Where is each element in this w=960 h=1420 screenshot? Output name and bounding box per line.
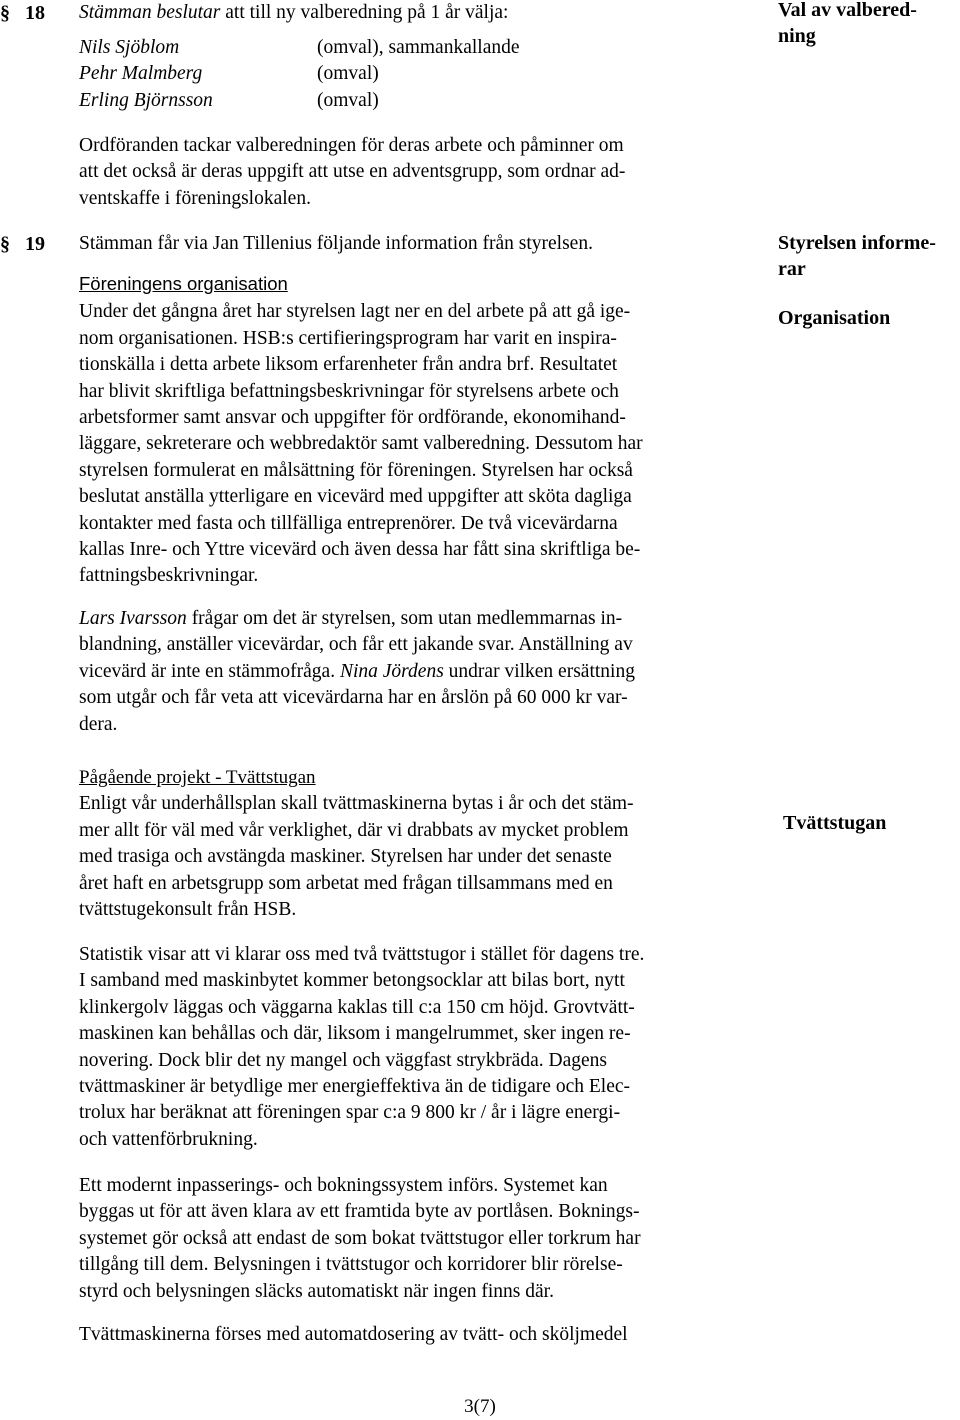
section-num: 19 <box>25 233 45 255</box>
member-row <box>79 35 520 61</box>
text-span: blandning, anställer vicevärdar, och får ett jakande svar. Anställning av <box>79 634 633 656</box>
text-line: Ett modernt inpasserings- och bokningssystem införs. Systemet kan <box>79 1175 608 1196</box>
side-line: rar <box>778 258 806 280</box>
text-line: läggare, sekreterare och webbredaktör samt valberedning. Dessutom har <box>79 433 643 455</box>
text-line <box>79 659 759 685</box>
text-line: novering. Dock blir det ny mangel och väggfast strykbräda. Dagens <box>79 1049 607 1071</box>
text-line: kallas Inre- och Yttre vicevärd och även dessa har fått sina skriftliga be- <box>79 539 641 561</box>
text-line: med trasiga och avstängda maskiner. Styrelsen har under det senaste <box>79 846 612 868</box>
side-line: Styrelsen informe- <box>778 232 936 254</box>
member-role: (omval) <box>317 63 379 85</box>
text-line: mer allt för väl med vår verklighet, där vi drabbats av mycket problem <box>79 819 629 841</box>
member-name: Erling Björnsson <box>79 89 213 111</box>
text-line: Under det gångna året har styrelsen lagt ner en del arbete på att gå ige- <box>79 301 631 323</box>
member-name: Nils Sjöblom <box>79 37 180 58</box>
text-line: ventskaffe i föreningslokalen. <box>79 187 311 209</box>
text-line: tillgång till dem. Belysningen i tvättstugor och korridorer blir rörelse- <box>79 1254 623 1276</box>
text-line: styrd och belysningen släcks automatiskt när ingen finns där. <box>79 1280 554 1302</box>
project-block <box>79 765 759 923</box>
section-18-number <box>0 0 45 26</box>
text-line: trolux har beräknat att föreningen spar c:a 9 800 kr / år i lägre energi- <box>79 1102 621 1124</box>
section-18-closing <box>79 133 759 212</box>
text-span: som utgår och får veta att vicevärdarna har en årslön på 60 000 kr var- <box>79 687 628 709</box>
text-line: beslutat anställa ytterligare en vicevärd med uppgifter att sköta dagliga <box>79 486 632 508</box>
text-line: systemet gör också att endast de som bokat tvättstugor eller torkrum har <box>79 1227 641 1249</box>
text-line: fattningsbeskrivningar. <box>79 565 259 587</box>
text-span: dera. <box>79 713 118 735</box>
side-line: ning <box>778 25 816 47</box>
lead-italic: Stämman beslutar <box>79 2 221 23</box>
organisation-heading: Föreningens organisation <box>79 273 288 294</box>
text-line: tionskälla i detta arbete liksom erfarenheter från andra brf. Resultatet <box>79 354 618 376</box>
section-num: 18 <box>25 2 45 24</box>
text-line <box>79 712 759 738</box>
member-row <box>79 88 520 114</box>
project-paragraph-2 <box>79 942 759 1153</box>
question-block <box>79 606 759 738</box>
text-line: arbetsformer samt ansvar och uppgifter för ordförande, ekonomihand- <box>79 407 626 429</box>
section-18-lead <box>79 0 759 26</box>
text-line: har blivit skriftliga befattningsbeskrivningar för styrelsens arbete och <box>79 380 619 402</box>
side-note-valberedning <box>778 0 958 49</box>
text-line: tvättstugekonsult från HSB. <box>79 899 297 921</box>
text-span: undrar vilken ersättning <box>443 660 635 682</box>
member-row <box>79 61 520 87</box>
text-line <box>79 606 759 632</box>
person-name: Lars Ivarsson <box>79 608 187 629</box>
side-note-styrelsen <box>778 230 958 282</box>
project-paragraph-4 <box>79 1322 759 1348</box>
text-line: året haft en arbetsgrupp som arbetat med frågan tillsammans med en <box>79 872 613 894</box>
project-paragraph-3 <box>79 1173 759 1305</box>
text-line: Ordföranden tackar valberedningen för deras arbete och påminner om <box>79 135 624 156</box>
member-name: Pehr Malmberg <box>79 63 203 85</box>
side-line: Val av valbered- <box>778 0 917 21</box>
side-note-organisation: Organisation <box>778 307 891 329</box>
text-span: frågar om det är styrelsen, som utan medlemmarnas in- <box>186 608 623 629</box>
text-line <box>79 632 759 658</box>
person-name: Nina Jördens <box>339 660 444 682</box>
member-list <box>79 35 520 114</box>
text-line: Statistik visar att vi klarar oss med två tvättstugor i stället för dagens tre. <box>79 944 645 965</box>
member-role: (omval) <box>317 89 379 111</box>
lead-rest: att till ny valberedning på 1 år välja: <box>225 2 509 23</box>
text-line: maskinen kan behållas och där, liksom i mangelrummet, sker ingen re- <box>79 1023 631 1045</box>
text-line: styrelsen formulerat en målsättning för föreningen. Styrelsen har också <box>79 459 633 481</box>
project-heading: Pågående projekt - Tvättstugan <box>79 767 316 788</box>
organisation-block <box>79 271 759 590</box>
side-note-tvattstugan: Tvättstugan <box>783 812 887 834</box>
section-mark: § <box>0 233 10 255</box>
page-number: 3(7) <box>464 1396 496 1417</box>
text-span: vicevärd är inte en stämmofråga. <box>79 660 340 682</box>
text-line: och vattenförbrukning. <box>79 1128 258 1150</box>
text-line: nom organisationen. HSB:s certifieringsprogram har varit en inspira- <box>79 327 617 349</box>
member-role: (omval), sammankallande <box>317 37 520 58</box>
section-19-number <box>0 231 45 257</box>
text-line: att det också är deras uppgift att utse en adventsgrupp, som ordnar ad- <box>79 161 626 183</box>
section-19-intro: Stämman får via Jan Tillenius följande information från styrelsen. <box>79 233 593 254</box>
text-line: I samband med maskinbytet kommer betongsocklar att bilas bort, nytt <box>79 970 625 992</box>
text-line: kontakter med fasta och tillfälliga entreprenörer. De två vicevärdarna <box>79 512 618 534</box>
text-line: Enligt vår underhållsplan skall tvättmaskinerna bytas i år och det stäm- <box>79 793 634 815</box>
text-line: byggas ut för att även klara av ett framtida byte av portlåsen. Boknings- <box>79 1201 640 1223</box>
text-line: tvättmaskiner är betydlige mer energieffektiva än de tidigare och Elec- <box>79 1076 630 1098</box>
text-line: Tvättmaskinerna förses med automatdosering av tvätt- och sköljmedel <box>79 1324 628 1345</box>
text-line <box>79 685 759 711</box>
section-mark: § <box>0 2 10 24</box>
text-line: klinkergolv läggas och väggarna kaklas till c:a 150 cm höjd. Grovtvätt- <box>79 996 635 1018</box>
